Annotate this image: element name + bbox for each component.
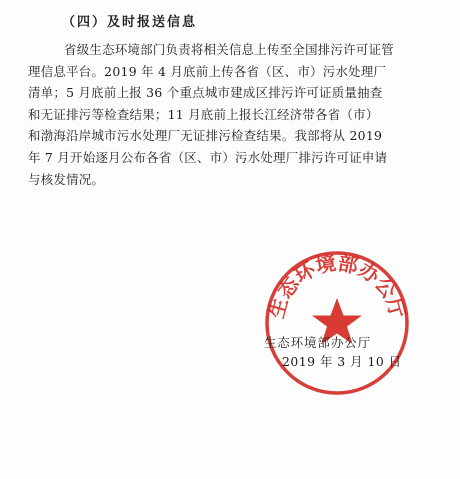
body-line: 和无证排污等检查结果；11 月底前上报长江经济带各省（市） [28,106,379,122]
official-seal [262,248,412,398]
issue-date: 2019 年 3 月 10 日 [282,354,402,369]
body-line: 和渤海沿岸城市污水处理厂无证排污检查结果。我部将从 2019 [28,128,383,144]
section-heading: （四）及时报送信息 [62,15,198,30]
body-line: 年 7 月开始逐月公布各省（区、市）污水处理厂排污许可证申请 [28,149,388,165]
issuer-name: 生态环境部办公厅 [264,335,372,350]
body-line: 理信息平台。2019 年 4 月底前上传各省（区、市）污水处理厂 [28,63,387,79]
body-paragraph [28,39,438,190]
seal-arc-text: 生态环境部办公厅 [263,250,411,321]
body-line: 与核发情况。 [28,171,105,187]
body-line: 清单；5 月底前上报 36 个重点城市建成区排污许可证质量抽查 [28,85,383,101]
body-line: 省级生态环境部门负责将相关信息上传至全国排污许可证管 [64,42,394,57]
